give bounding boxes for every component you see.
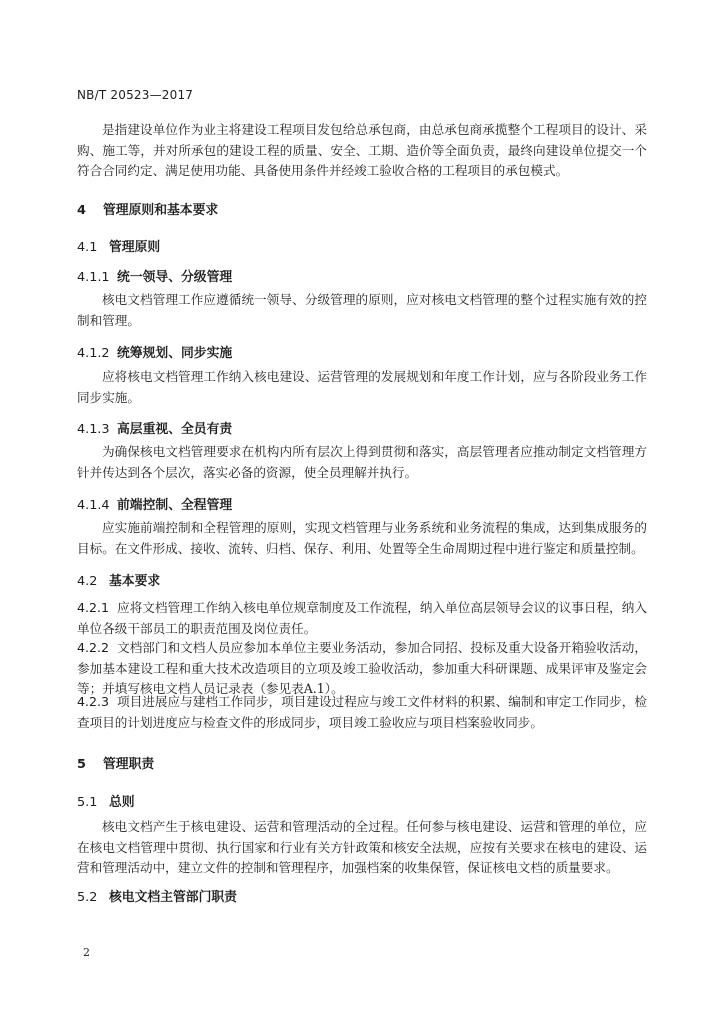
section-5-1-heading	[77, 791, 135, 810]
section-4-heading	[77, 199, 218, 218]
section-4-1-4-heading	[77, 494, 232, 513]
section-number: 4.1	[77, 240, 98, 255]
section-title: 总则	[109, 795, 135, 810]
section-4-1-1-text: 核电文档管理工作应遵循统一领导、分级管理的原则，应对核电文档管理的整个过程实施有效的控制和管理。	[77, 292, 647, 328]
section-4-1-heading	[77, 236, 160, 255]
section-number: 4.1.3	[77, 422, 110, 437]
section-4-1-3-text: 为确保核电文档管理要求在机构内所有层次上得到贯彻和落实，高层管理者应推动制定文档管理方针并传达到各个层次，落实必备的资源，使全员理解并执行。	[77, 444, 647, 480]
section-4-1-2-heading	[77, 342, 232, 361]
section-title: 管理原则和基本要求	[103, 203, 219, 218]
clause-text: 项目进展应与建档工作同步，项目建设过程应与竣工文件材料的积累、编制和审定工作同步，检查项目的计划进度应与检查文件的形成同步，项目竣工验收应与项目档案验收同步。	[77, 694, 647, 730]
section-number: 5	[77, 757, 86, 772]
clause-text: 应将文档管理工作纳入核电单位规章制度及工作流程，纳入单位高层领导会议的议事日程，纳入单位各级干部员工的职责范围及岗位责任。	[77, 600, 647, 636]
section-title: 统筹规划、同步实施	[117, 346, 233, 361]
clause-4-2-1	[77, 598, 647, 639]
section-title: 管理职责	[103, 757, 155, 772]
intro-paragraph: 是指建设单位作为业主将建设工程项目发包给总承包商，由总承包商承揽整个工程项目的设计、采购、施工等，并对所承包的建设工程的质量、安全、工期、造价等全面负责，最终向建设单位提交一个符合合同约定、满足使用功能、具备使用条件并经竣工验收合格的工程项目的承包模式。	[77, 122, 647, 178]
section-title: 基本要求	[109, 574, 161, 589]
section-4-1-4-text: 应实施前端控制和全程管理的原则，实现文档管理与业务系统和业务流程的集成，达到集成服务的目标。在文件形成、接收、流转、归档、保存、利用、处置等全生命周期过程中进行鉴定和质量控制。	[77, 520, 647, 556]
clause-number: 4.2.3	[77, 694, 110, 709]
section-5-1-text: 核电文档产生于核电建设、运营和管理活动的全过程。任何参与核电建设、运营和管理的单位，应在核电文档管理中贯彻、执行国家和行业有关方针政策和核安全法规，应按有关要求在核电的建设、运营和管理活动中，建立文件的控制和管理程序，加强档案的收集保管，保证核电文档的质量要求。	[77, 819, 647, 875]
section-5-2-heading	[77, 886, 237, 905]
section-4-1-3-heading	[77, 418, 232, 437]
clause-number: 4.2.1	[77, 600, 110, 615]
section-4-1-1-heading	[77, 266, 232, 285]
section-4-2-heading	[77, 570, 160, 589]
clause-number: 4.2.2	[77, 640, 110, 655]
section-title: 统一领导、分级管理	[117, 270, 233, 285]
section-4-1-2-text: 应将核电文档管理工作纳入核电建设、运营管理的发展规划和年度工作计划，应与各阶段业务工作同步实施。	[77, 369, 647, 405]
section-number: 4.1.1	[77, 270, 110, 285]
section-title: 核电文档主管部门职责	[109, 890, 237, 905]
section-number: 4.1.4	[77, 498, 110, 513]
section-5-heading	[77, 753, 154, 772]
section-number: 4.2	[77, 574, 98, 589]
section-title: 管理原则	[109, 240, 161, 255]
section-number: 5.2	[77, 890, 98, 905]
section-title: 前端控制、全程管理	[117, 498, 233, 513]
standard-code: NB/T 20523—2017	[77, 88, 194, 102]
clause-4-2-3	[77, 692, 647, 733]
section-number: 4.1.2	[77, 346, 110, 361]
page-number: 2	[83, 946, 90, 959]
clause-4-2-2	[77, 638, 647, 700]
section-title: 高层重视、全员有责	[117, 422, 233, 437]
section-number: 4	[77, 203, 86, 218]
section-number: 5.1	[77, 795, 98, 810]
clause-text: 文档部门和文档人员应参加本单位主要业务活动，参加合同招、投标及重大设备开箱验收活动，参加基本建设工程和重大技术改造项目的立项及竣工验收活动，参加重大科研课题、成果评审及鉴定会等；并填写核电文档人员记录表（参见表A.1）。	[77, 640, 647, 696]
